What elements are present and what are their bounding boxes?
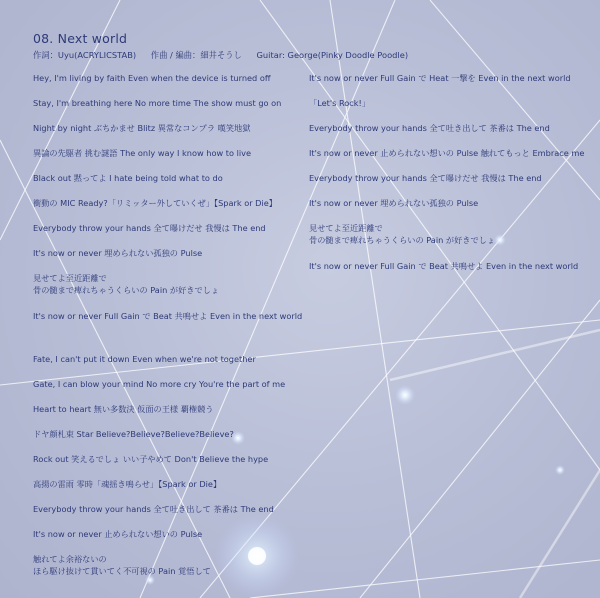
lyric-line: It's now or never 埋められない孤独の Pulse bbox=[309, 198, 479, 208]
lyric-line: Gate, I can blow your mind No more cry You're the part of me bbox=[33, 379, 286, 389]
lyric-line: It's now or never 止められない想いの Pulse bbox=[33, 529, 203, 539]
lyric-line: It's now or never 止められない想いの Pulse 触れてもっと Embrace me bbox=[309, 148, 585, 158]
lyric-line: It's now or never 埋められない孤独の Pulse bbox=[33, 248, 203, 258]
lyric-line: Rock out 笑えるでしょ いい子やめて Don't Believe the hype bbox=[33, 454, 269, 464]
lyric-line: 触れてよ余裕ないの ほら駆け抜けて貫いてく不可視の Pain 覚悟して bbox=[33, 554, 211, 576]
lyric-line: Hey, I'm living by faith Even when the device is turned off bbox=[33, 73, 271, 83]
lyric-line: Heart to heart 無い多数決 仮面の王様 覇権競う bbox=[33, 404, 214, 414]
lyric-line: Everybody throw your hands 全て曝けだせ 我慢は The end bbox=[33, 223, 266, 233]
song-title: 08. Next world bbox=[33, 31, 128, 46]
lyrics-column-left bbox=[33, 72, 303, 591]
guitar-credit: Guitar: George(Pinky Doodle Poodle) bbox=[256, 50, 409, 60]
lyric-line: Stay, I'm breathing here No more time The show must go on bbox=[33, 98, 282, 108]
lyric-line: Everybody throw your hands 全て曝けだせ 我慢は The end bbox=[309, 173, 542, 183]
lyric-line: Black out 黙ってよ I hate being told what to do bbox=[33, 173, 223, 183]
composer-credit: 作曲 / 編曲：細井そうし bbox=[150, 50, 242, 60]
lyricist-credit: 作詞：Uyu(ACRYLICSTAB) bbox=[33, 50, 137, 60]
lyric-line: ドヤ顔札束 Star Believe?Believe?Believe?Believe? bbox=[33, 429, 234, 439]
lyric-line: Night by night ぶちかませ Blitz 異常なコンプラ 嘆笑地獄 bbox=[33, 123, 251, 133]
lyric-line: 見せてよ至近距離で 骨の髄まで痺れちゃうくらいの Pain が好きでしょ bbox=[33, 273, 220, 295]
lyric-line: Everybody throw your hands 全て吐き出して 茶番は The end bbox=[33, 504, 274, 514]
lyric-line: Fate, I can't put it down Even when we're not together bbox=[33, 354, 256, 364]
lyric-line: 異論の先駆者 挑む謎語 The only way I know how to live bbox=[33, 148, 252, 158]
stanza-gap bbox=[33, 335, 303, 353]
lyric-line: 見せてよ至近距離で 骨の髄まで痺れちゃうくらいの Pain が好きでしょ bbox=[309, 223, 496, 245]
lyric-line: It's now or never Full Gain で Beat 共鳴せよ Even in the next world bbox=[309, 261, 579, 271]
lyric-line: 「Let's Rock!」 bbox=[309, 98, 371, 108]
song-credits bbox=[33, 49, 420, 61]
lyric-line: 高揚の雷雨 零時「魂揺き鳴らせ」【Spark or Die】 bbox=[33, 479, 222, 489]
lyric-line: Everybody throw your hands 全て吐き出して 茶番は The end bbox=[309, 123, 550, 133]
lyric-line: It's now or never Full Gain で Heat 一撃を Even in the next world bbox=[309, 73, 571, 83]
lyric-line: It's now or never Full Gain で Beat 共鳴せよ Even in the next world bbox=[33, 311, 303, 321]
lyric-line: 衝動の MIC Ready?「リミッター外していくぜ」【Spark or Die】 bbox=[33, 198, 277, 208]
lyrics-column-right bbox=[309, 72, 594, 285]
